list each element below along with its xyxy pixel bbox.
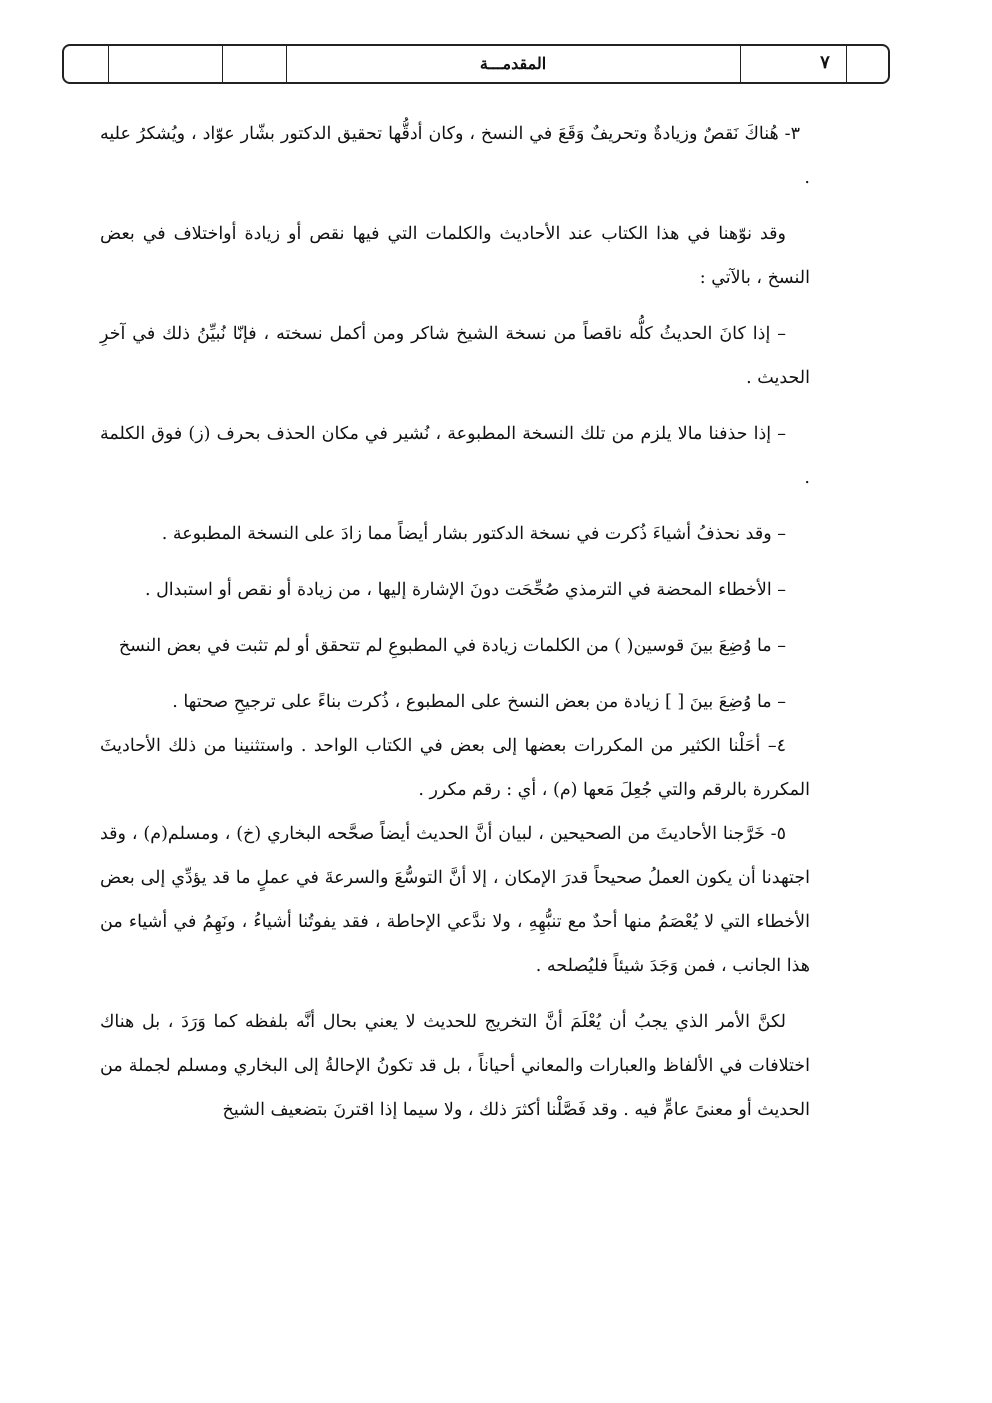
paragraph-item: – ما وُضِعَ بينَ قوسين( ) من الكلمات زيادة في المطبوعِ لم تتحقق أو لم تثبت في بعض النسخ <box>118 636 786 656</box>
chapter-title: المقدمـــة <box>479 54 547 73</box>
paragraph-item: – إذا حذفنا مالا يلزم من تلك النسخة المطبوعة ، نُشير في مكان الحذف بحرف (ز) فوق الكلمة . <box>100 424 810 488</box>
paragraph-item: – وقد نحذفُ أشياءَ ذُكرت في نسخة الدكتور بشار أيضاً مما زادَ على النسخة المطبوعة . <box>161 524 786 544</box>
header-divider <box>222 46 223 82</box>
running-header-box <box>62 44 890 84</box>
page-body <box>100 112 810 1132</box>
page-number: ٧ <box>820 52 830 73</box>
paragraph-item: – ما وُضِعَ بينَ [ ] زيادة من بعض النسخ على المطبوع ، ذُكرت بناءً على ترجيحِ صحتها . <box>172 692 786 712</box>
paragraph-note-4: ٤– أحَلْنا الكثير من المكررات بعضها إلى بعض في الكتاب الواحد . واستثنينا من ذلك الأحاديثَ المكررة بالرقم والتي جُعِلَ مَعها (م) ، أي : رقم مكرر . <box>100 736 810 800</box>
paragraph-item: – إذا كانَ الحديثُ كلُّه ناقصاً من نسخة الشيخ شاكر ومن أكمل نسخته ، فإنّا نُبيِّنُ ذلك في آخرِ الحديث . <box>100 324 810 388</box>
paragraph-note-3: ٣- هُناكَ نَقصٌ وزيادةٌ وتحريفٌ وَقَعَ في النسخ ، وكان أدقُّها تحقيق الدكتور بشّار عوّاد ، ويُشكرُ عليه . <box>100 124 810 188</box>
paragraph-intro: وقد نوّهنا في هذا الكتاب عند الأحاديث والكلمات التي فيها نقص أو زيادة أواختلاف في بعض النسخ ، بالآتي : <box>100 224 810 288</box>
paragraph-item: – الأخطاء المحضة في الترمذي صُحِّحَت دونَ الإشارة إليها ، من زيادة أو نقص أو استبدال . <box>144 580 786 600</box>
header-divider <box>108 46 109 82</box>
paragraph-clarification: لكنَّ الأمر الذي يجبُ أن يُعْلَمَ أنَّ التخريج للحديث لا يعني بحال أنَّه بلفظه كما وَرَدَ ، بل هناك اختلافات في الألفاظ والعبارات والمعاني أحياناً ، بل قد تكونُ الإحالةُ إلى البخاري ومسلم لجملة من الحديث أو معنىً عامٍّ فيه . وقد فَصَّلْنا أكثرَ ذلك ، ولا سيما إذا اقترنَ بتضعيف الشيخ <box>100 1012 810 1120</box>
paragraph-note-5: ٥- خَرَّجنا الأحاديثَ من الصحيحين ، لبيان أنَّ الحديث أيضاً صحَّحه البخاري (خ) ، ومسلم(م) ، وقد اجتهدنا أن يكون العملُ صحيحاً قدرَ الإمكان ، إلا أنَّ التوسُّعَ والسرعةَ في عملٍ ما قد يؤدِّي إلى بعض الأخطاء التي لا يُعْصَمُ منها أحدٌ مع تنبُّهِهِ ، ولا ندَّعي الإحاطة ، فقد يفوتُنا أشياءُ ، ونَهِمُ في أشياء من هذا الجانب ، فمن وَجَدَ شيئاً فليُصلحه . <box>100 824 810 976</box>
